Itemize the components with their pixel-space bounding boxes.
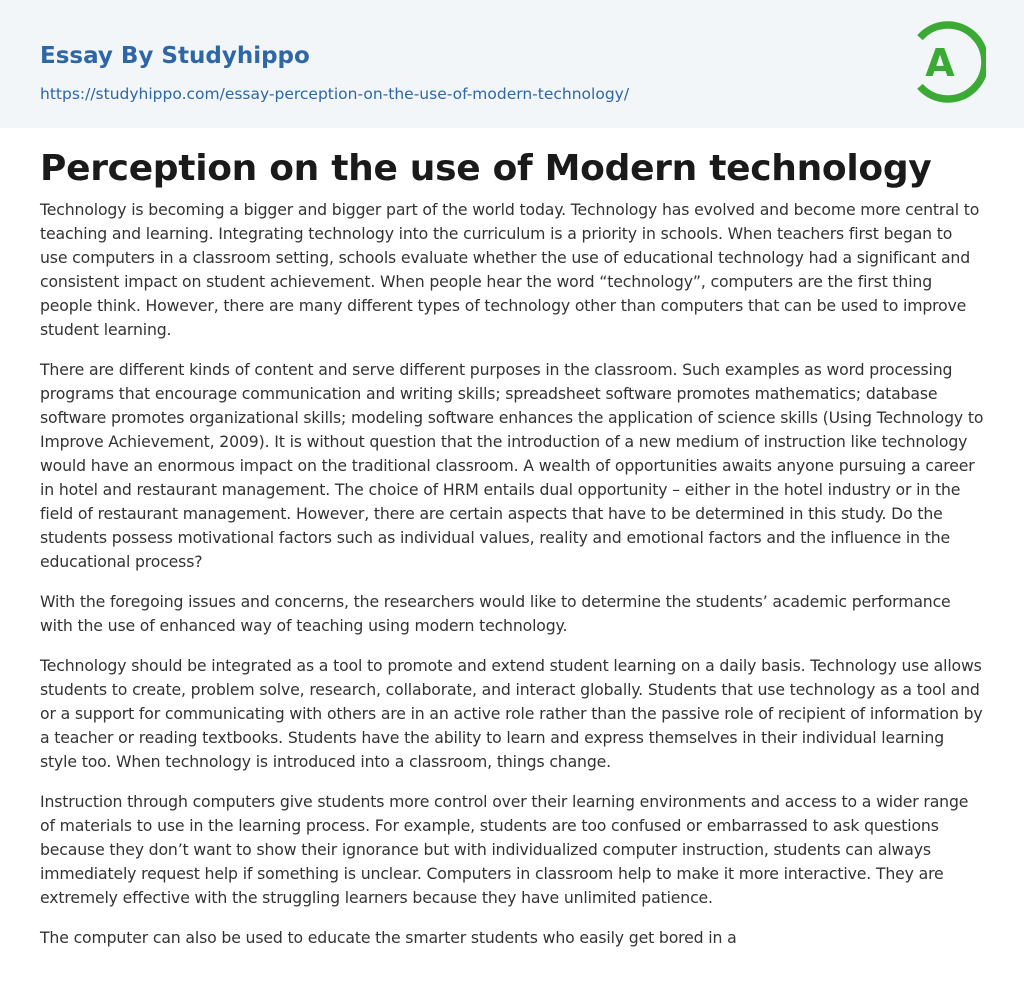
site-header — [0, 0, 1024, 128]
essay-paragraph-3: With the foregoing issues and concerns, the researchers would like to determine the students’ academic performance with the use of enhanced way of teaching using modern technology. — [40, 592, 951, 635]
essay-paragraph-2: There are different kinds of content and serve different purposes in the classroom. Such examples as word processing programs that encourage communication and writing skills; spreadsheet software promotes mathematics; database software promotes organizational skills; modeling software enhances the application of science skills (Using Technology to Improve Achievement, 2009). It is without question that the introduction of a new medium of instruction like technology would have an enormous impact on the traditional classroom. A wealth of opportunities awaits anyone pursuing a career in hotel and restaurant management. The choice of HRM entails dual opportunity – either in the hotel industry or in the field of restaurant management. However, there are certain aspects that have to be determined in this study. Do the students possess motivational factors such as individual values, reality and emotional factors and the influence in the educational process? — [40, 360, 984, 571]
site-brand[interactable]: Essay By Studyhippo — [40, 43, 310, 69]
essay-paragraph-4: Technology should be integrated as a tool to promote and extend student learning on a daily basis. Technology use allows students to create, problem solve, research, collaborate, and interact globally. Students that use technology as a tool and or a support for communicating with others are in an active role rather than the passive role of recipient of information by a teacher or reading textbooks. Students have the ability to learn and express themselves in their individual learning style too. When technology is introduced into a classroom, things change. — [40, 656, 983, 771]
essay-content — [0, 148, 1024, 950]
essay-paragraph-6: The computer can also be used to educate the smarter students who easily get bored in a — [40, 928, 737, 947]
essay-paragraph-1: Technology is becoming a bigger and bigger part of the world today. Technology has evolved and become more central to teaching and learning. Integrating technology into the curriculum is a priority in schools. When teachers first began to use computers in a classroom setting, schools evaluate whether the use of educational technology had a significant and consistent impact on student achievement. When people hear the word “technology”, computers are the first thing people think. However, there are many different types of technology other than computers that can be used to improve student learning. — [40, 200, 980, 339]
essay-title: Perception on the use of Modern technology — [40, 148, 932, 189]
logo-letter: A — [925, 41, 955, 85]
essay-url-link[interactable]: https://studyhippo.com/essay-perception-on-the-use-of-modern-technology/ — [40, 85, 630, 103]
essay-paragraph-5: Instruction through computers give students more control over their learning environments and access to a wider range of materials to use in the learning process. For example, students are too confused or embarrassed to ask questions because they don’t want to show their ignorance but with individualized computer instruction, students can always immediately request help if something is unclear. Computers in classroom help to make it more interactive. They are extremely effective with the struggling learners because they have unlimited patience. — [40, 792, 969, 907]
studyhippo-logo-icon[interactable] — [912, 19, 986, 105]
